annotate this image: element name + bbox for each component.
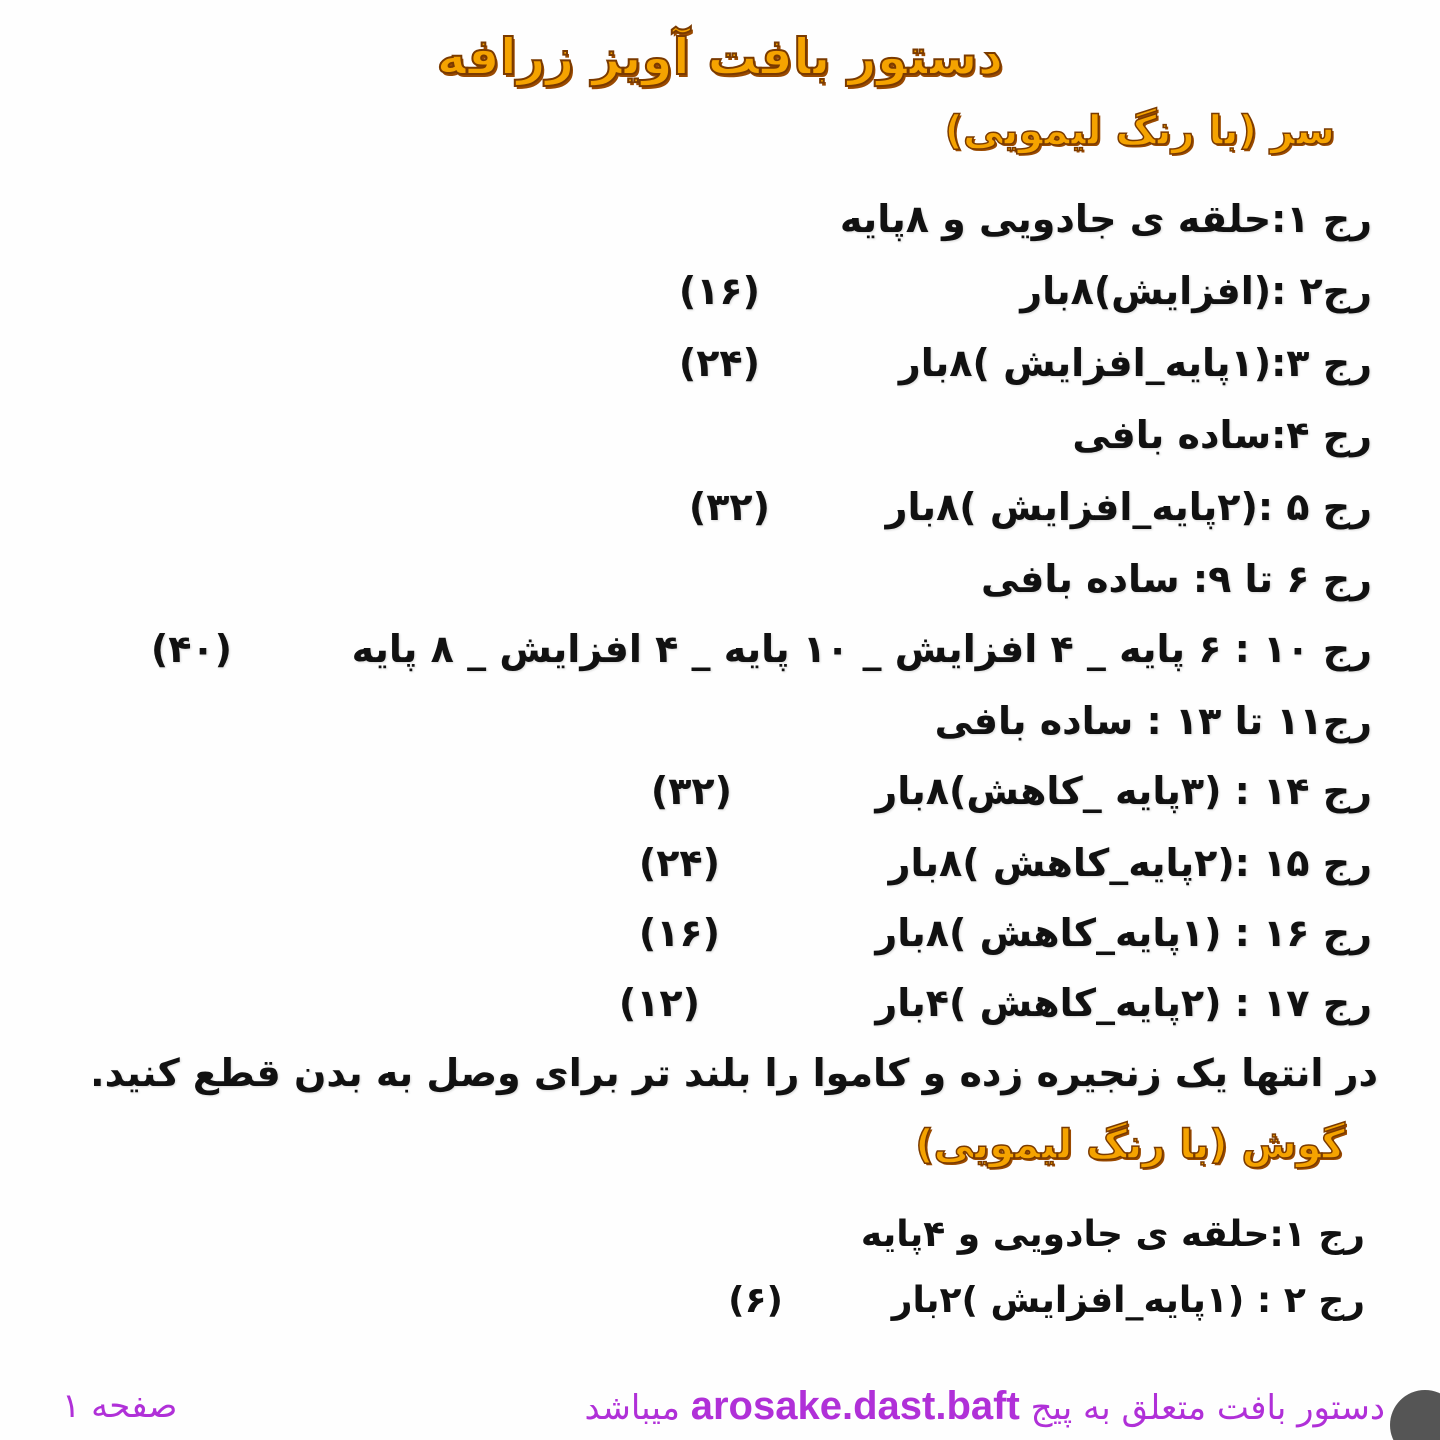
row-instruction: رج ۳:(۱پایه_افزایش )۸بار [898,341,1372,385]
row-instruction: رج ۱۶ : (۱پایه_کاهش )۸بار [875,911,1372,955]
stitch-count: (۱۲) [618,981,700,1025]
row-instruction: رج ۱۴ : (۳پایه _کاهش)۸بار [875,769,1372,813]
row-10 [150,620,1372,678]
stitch-count: (۲۴) [678,341,760,385]
footer-text-after: میباشد [584,1388,680,1428]
row-6-9 [981,550,1372,608]
stitch-count: (۲۴) [638,841,720,885]
row-instruction: رج ۱:حلقه ی جادویی و ۸پایه [839,197,1372,241]
stitch-count: (۳۲) [688,485,770,529]
row-1 [840,190,1372,248]
page-handle: arosake.dast.baft [690,1384,1020,1428]
row-16 [638,904,1372,962]
row-11-13 [935,692,1372,750]
corner-decoration [1390,1390,1440,1440]
row-3 [678,334,1372,392]
stitch-count: (۱۶) [678,269,760,313]
row-instruction: رج ۱۷ : (۲پایه_کاهش )۴بار [875,981,1372,1025]
row-15 [638,834,1372,892]
section-heading-ear: گوش (با رنگ لیمویی) [915,1122,1345,1168]
row-2 [678,262,1372,320]
row-instruction: رج ۴:ساده بافی [1072,413,1372,457]
ear-row-2 [728,1274,1365,1328]
page-number: صفحه ۱ [62,1386,178,1426]
page-title: دستور بافت آویز زرافه [436,28,1004,86]
row-17 [618,974,1372,1032]
row-5 [688,478,1372,536]
row-instruction: رج۲ :(افزایش)۸بار [1020,269,1372,313]
section-heading-head: سر (با رنگ لیمویی) [944,108,1335,154]
stitch-count: (۶) [728,1280,783,1321]
footer-credit [584,1384,1385,1430]
finishing-note: در انتها یک زنجیره زده و کاموا را بلند تر برای وصل به بدن قطع کنید. [90,1051,1378,1095]
stitch-count: (۱۶) [638,911,720,955]
row-instruction: رج ۱:حلقه ی جادویی و ۴پایه [860,1214,1365,1255]
row-instruction: رج ۵ :(۲پایه_افزایش )۸بار [885,485,1372,529]
stitch-count: (۳۲) [650,769,732,813]
row-4 [1072,406,1372,464]
stitch-count: (۴۰) [150,627,232,671]
row-instruction: رج۱۱ تا ۱۳ : ساده بافی [934,699,1372,743]
ear-row-1 [861,1208,1365,1262]
row-instruction: رج ۲ : (۱پایه_افزایش )۲بار [891,1280,1365,1321]
row-instruction: رج ۱۵ :(۲پایه_کاهش )۸بار [888,841,1372,885]
row-14 [650,762,1372,820]
row-instruction: رج ۶ تا ۹: ساده بافی [981,557,1372,601]
row-instruction: رج ۱۰ : ۶ پایه _ ۴ افزایش _ ۱۰ پایه _ ۴ افزایش _ ۸ پایه [351,627,1372,671]
footer-text-before: دستور بافت متعلق به پیج [1030,1388,1385,1428]
